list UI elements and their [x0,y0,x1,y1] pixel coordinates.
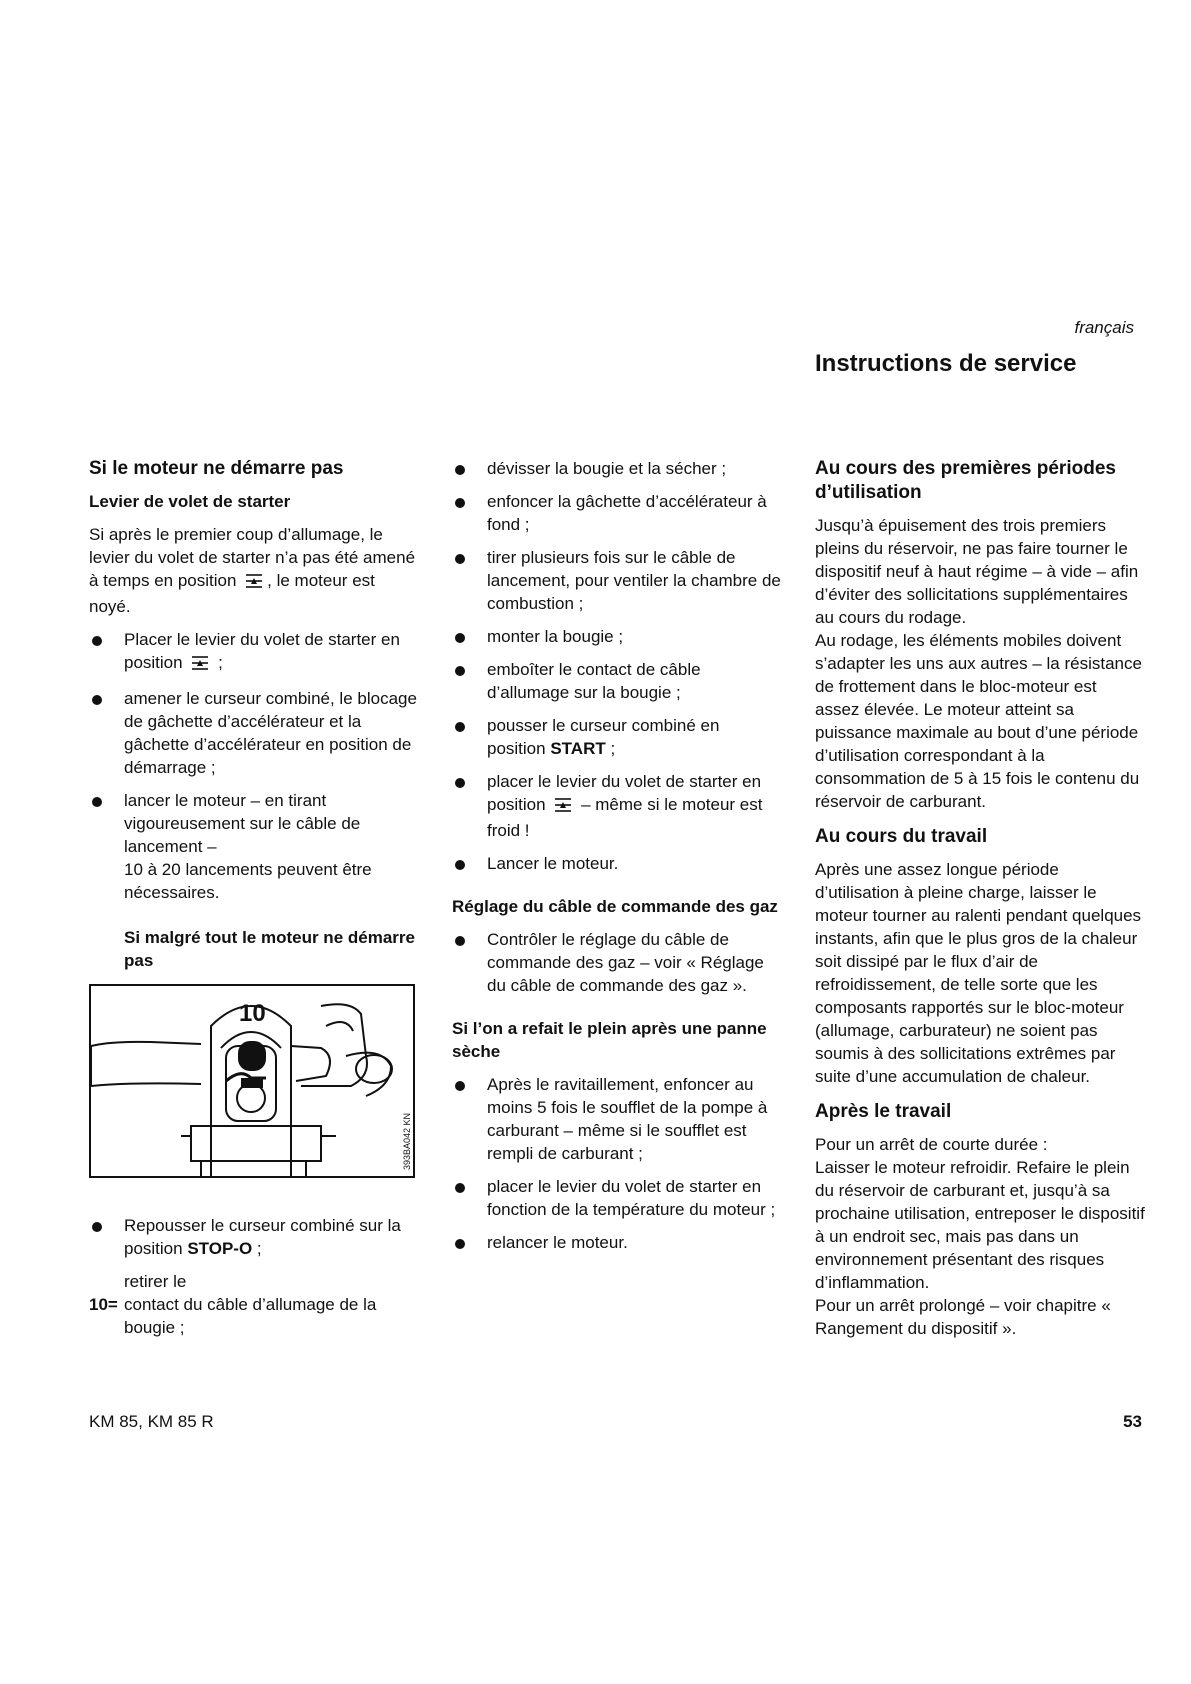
bullet-dot-icon [455,666,465,676]
text-segment: amener le curseur combiné, le blocage de gâchette d’accélérateur et la gâchette d’accélérateur en position de démarrage ; [124,689,417,777]
paragraph-break-in-2: Au rodage, les éléments mobiles doivent s’adapter les uns aux autres – la résistance de frottement dans le bloc-moteur est assez élevée. Le moteur atteint sa puissance maximale au bout d’une période d’utilisation correspondant à la consommation de 5 à 15 fois le contenu du réservoir de carburant. [815,631,1142,811]
choke-position-icon [554,796,572,819]
list-item [89,628,419,677]
bullet-dot-icon [92,797,102,807]
list-item [452,1175,782,1221]
list-item [452,490,782,536]
column-right [815,457,1145,1350]
paragraph-long-stop: Pour un arrêt prolongé – voir chapitre « Rangement du dispositif ». [815,1296,1111,1338]
list-item [452,625,782,648]
figure-reference [89,1293,419,1339]
text-segment: 10 à 20 lancements peuvent être nécessaires. [124,860,372,902]
section-heading-during-work: Au cours du travail [815,826,988,847]
text-segment: emboîter le contact de câble d’allumage sur la bougie ; [487,660,701,702]
column-left [89,457,419,1349]
text-segment: enfoncer la gâchette d’accélérateur à fond ; [487,492,767,534]
text-segment: ; [605,739,616,758]
bullet-dot-icon [92,1222,102,1232]
subheading-still-not-starting: Si malgré tout le moteur ne démarre pas [124,928,415,970]
list-item [452,457,782,480]
paragraph-break-in-1: Jusqu’à épuisement des trois premiers pleins du réservoir, ne pas faire tourner le dispositif neuf à haut régime – à vide – afin d’éviter des sollicitations supplémentaires au cours du rodage. [815,516,1139,627]
text-segment: Après le ravitaillement, enfoncer au moins 5 fois le soufflet de la pompe à carburant – même si le soufflet est rempli de carburant ; [487,1075,768,1163]
page-title: Instructions de service [815,350,1077,377]
text-segment: dévisser la bougie et la sécher ; [487,459,727,478]
list-item [89,687,419,779]
bullet-dot-icon [455,778,465,788]
choke-position-icon [191,654,209,677]
column-middle [452,457,782,1264]
choke-position-icon [245,572,263,595]
paragraph-remove: retirer le [124,1272,187,1291]
list-item [452,770,782,842]
text-segment: placer le levier du volet de starter en position [487,772,762,814]
text-segment: ; [213,653,223,672]
engine-illustration [89,984,415,1178]
list-item [452,1231,782,1254]
section-heading-after-work: Après le travail [815,1101,952,1122]
list-item [89,1214,419,1260]
bullet-dot-icon [455,1183,465,1193]
bullet-dot-icon [455,1239,465,1249]
footer-model: KM 85, KM 85 R [89,1412,214,1431]
text-segment: – même si le moteur est froid ! [487,795,763,840]
text-segment: contact du câble d’allumage de la bougie ; [124,1295,377,1337]
text-segment: relancer le moteur. [487,1233,628,1252]
bullet-dot-icon [92,636,102,646]
section-heading-engine-not-starting: Si le moteur ne démarre pas [89,458,344,479]
text-segment: lancer le moteur – en tirant vigoureusement sur le câble de lancement – [124,791,361,856]
text-segment: Contrôler le réglage du câble de commande des gaz – voir « Réglage du câble de commande des gaz ». [487,930,764,995]
text-segment: Repousser le curseur combiné sur la position [124,1216,401,1258]
subheading-throttle-cable: Réglage du câble de commande des gaz [452,897,778,916]
bullet-dot-icon [92,695,102,705]
text-segment: Si après le premier coup d’allumage, le levier du volet de starter n’a pas été amené à temps en position [89,525,416,590]
text-segment: placer le levier du volet de starter en fonction de la température du moteur ; [487,1177,776,1219]
list-item [452,714,782,760]
bullet-dot-icon [455,465,465,475]
page-number: 53 [1123,1412,1142,1431]
stop-o-label: STOP-O [187,1239,253,1258]
text-segment: Placer le levier du volet de starter en position [124,630,400,672]
bullet-dot-icon [455,498,465,508]
text-segment: tirer plusieurs fois sur le câble de lancement, pour ventiler la chambre de combustion ; [487,548,781,613]
section-heading-break-in: Au cours des premières périodes d’utilisation [815,458,1116,503]
list-item [89,789,419,904]
subheading-choke-lever: Levier de volet de starter [89,492,291,511]
subheading-refuel-after-empty: Si l’on a refait le plein après une panne sèche [452,1019,767,1061]
text-segment: , le moteur est noyé. [89,571,375,616]
text-segment: ; [252,1239,262,1258]
paragraph-short-stop: Pour un arrêt de courte durée : [815,1135,1048,1154]
bullet-dot-icon [455,554,465,564]
paragraph-during-work: Après une assez longue période d’utilisation à pleine charge, laisser le moteur tourner au ralenti pendant quelques instants, afin que le plus gros de la chaleur soit dissipé par le flux d’air de refroidissement, de telle sorte que les composants rapportés sur le bloc-moteur (allumage, carburateur) ne soient pas soumis à des sollicitations extrêmes par suite d’une accumulation de chaleur. [815,860,1142,1086]
bullet-dot-icon [455,1081,465,1091]
figure-callout-number: 10 [239,1000,266,1027]
figure-code: 393BA042 KN [402,1112,412,1170]
bullet-dot-icon [455,860,465,870]
text-segment: monter la bougie ; [487,627,624,646]
start-label: START [550,739,606,758]
bullet-dot-icon [455,936,465,946]
text-segment: Lancer le moteur. [487,854,619,873]
language-label: français [1074,318,1134,337]
list-item [452,928,782,997]
list-item [452,546,782,615]
list-item [452,658,782,704]
reference-label: 10= [89,1295,118,1314]
text-segment: pousser le curseur combiné en position [487,716,720,758]
bullet-dot-icon [455,722,465,732]
paragraph-storage: Laisser le moteur refroidir. Refaire le plein du réservoir de carburant et, jusqu’à sa prochaine utilisation, entreposer le dispositif à un endroit sec, mais pas dans un environnement présentant des risques d’inflammation. [815,1158,1145,1292]
bullet-dot-icon [455,633,465,643]
list-item [452,852,782,875]
list-item [452,1073,782,1165]
paragraph-flooded-engine [89,523,419,618]
